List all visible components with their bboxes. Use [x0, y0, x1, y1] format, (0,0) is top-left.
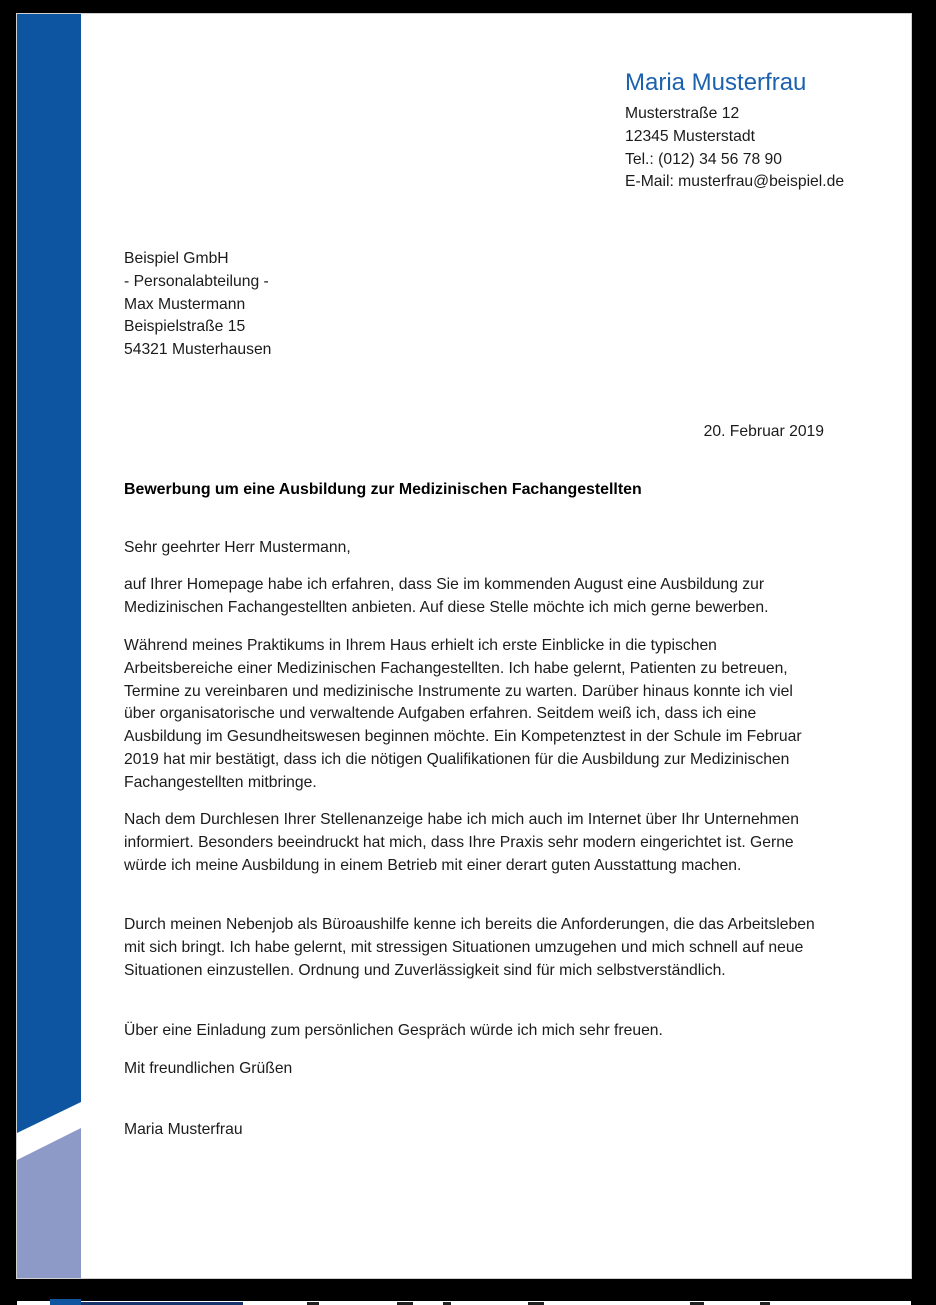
sender-phone: Tel.: (012) 34 56 78 90	[625, 150, 782, 168]
recipient-department: - Personalabteilung -	[124, 272, 269, 290]
sender-email: E-Mail: musterfrau@beispiel.de	[625, 173, 845, 191]
letter-page	[17, 14, 911, 1278]
sender-city: 12345 Musterstadt	[625, 127, 755, 145]
recipient-street: Beispielstraße 15	[124, 318, 246, 336]
subject-line: Bewerbung um eine Ausbildung zur Medizinischen Fachangestellten	[124, 481, 642, 498]
paragraph-4: Durch meinen Nebenjob als Büroaushilfe kenne ich bereits die Anforderungen, die das Arbeitsleben mit sich bringt. Ich habe gelernt, mit stressigen Situationen umzugehen und mich schnell auf neue Situationen einzustellen. Ordnung und Zuverlässigkeit sind für mich selbstverständlich.	[124, 916, 815, 979]
next-page-sliver	[17, 1301, 911, 1305]
sender-street: Musterstraße 12	[625, 105, 740, 122]
greeting: Sehr geehrter Herr Mustermann,	[124, 539, 351, 556]
paragraph-3: Nach dem Durchlesen Ihrer Stellenanzeige habe ich mich auch im Internet über Ihr Unternehmen informiert. Besonders beeindruckt hat mich, dass Ihre Praxis sehr modern eingerichtet ist. Gerne würde ich meine Ausbildung in einem Betrieb mit einer derart guten Ausstattung machen.	[124, 811, 799, 874]
recipient-block	[124, 248, 524, 362]
recipient-city: 54321 Musterhausen	[124, 341, 272, 359]
signature-name: Maria Musterfrau	[124, 1121, 243, 1138]
next-page-stripe-top	[50, 1299, 81, 1305]
sender-name: Maria Musterfrau	[625, 69, 807, 96]
paragraph-5: Über eine Einladung zum persönlichen Gespräch würde ich mich sehr freuen.	[124, 1022, 663, 1039]
paragraph-2: Während meines Praktikums in Ihrem Haus erhielt ich erste Einblicke in die typischen Arbeitsbereiche einer Medizinischen Fachangestellten. Ich habe gelernt, Patienten zu betreuen, Termine zu vereinbaren und medizinische Instrumente zu warten. Darüber hinaus konnte ich viel über organisatorische und verwaltende Aufgaben erfahren. Seitdem weiß ich, dass ich eine Ausbildung im Gesundheitswesen beginnen möchte. Ein Kompetenztest in der Schule im Februar 2019 hat mir bestätigt, dass ich die nötigen Qualifikationen für die Ausbildung zur Medizinischen Fachangestellten mitbringe.	[124, 637, 802, 791]
recipient-contact: Max Mustermann	[124, 295, 246, 313]
left-accent-stripe	[17, 14, 81, 1278]
recipient-company: Beispiel GmbH	[124, 250, 229, 267]
paragraph-1: auf Ihrer Homepage habe ich erfahren, dass Sie im kommenden August eine Ausbildung zur Medizinischen Fachangestellten anbieten. Auf diese Stelle möchte ich mich gerne bewerben.	[124, 576, 769, 616]
stripe-dark-blue	[17, 14, 81, 1278]
letter-date: 20. Februar 2019	[703, 423, 824, 440]
closing-salutation: Mit freundlichen Grüßen	[124, 1060, 293, 1077]
sender-block	[625, 68, 895, 194]
